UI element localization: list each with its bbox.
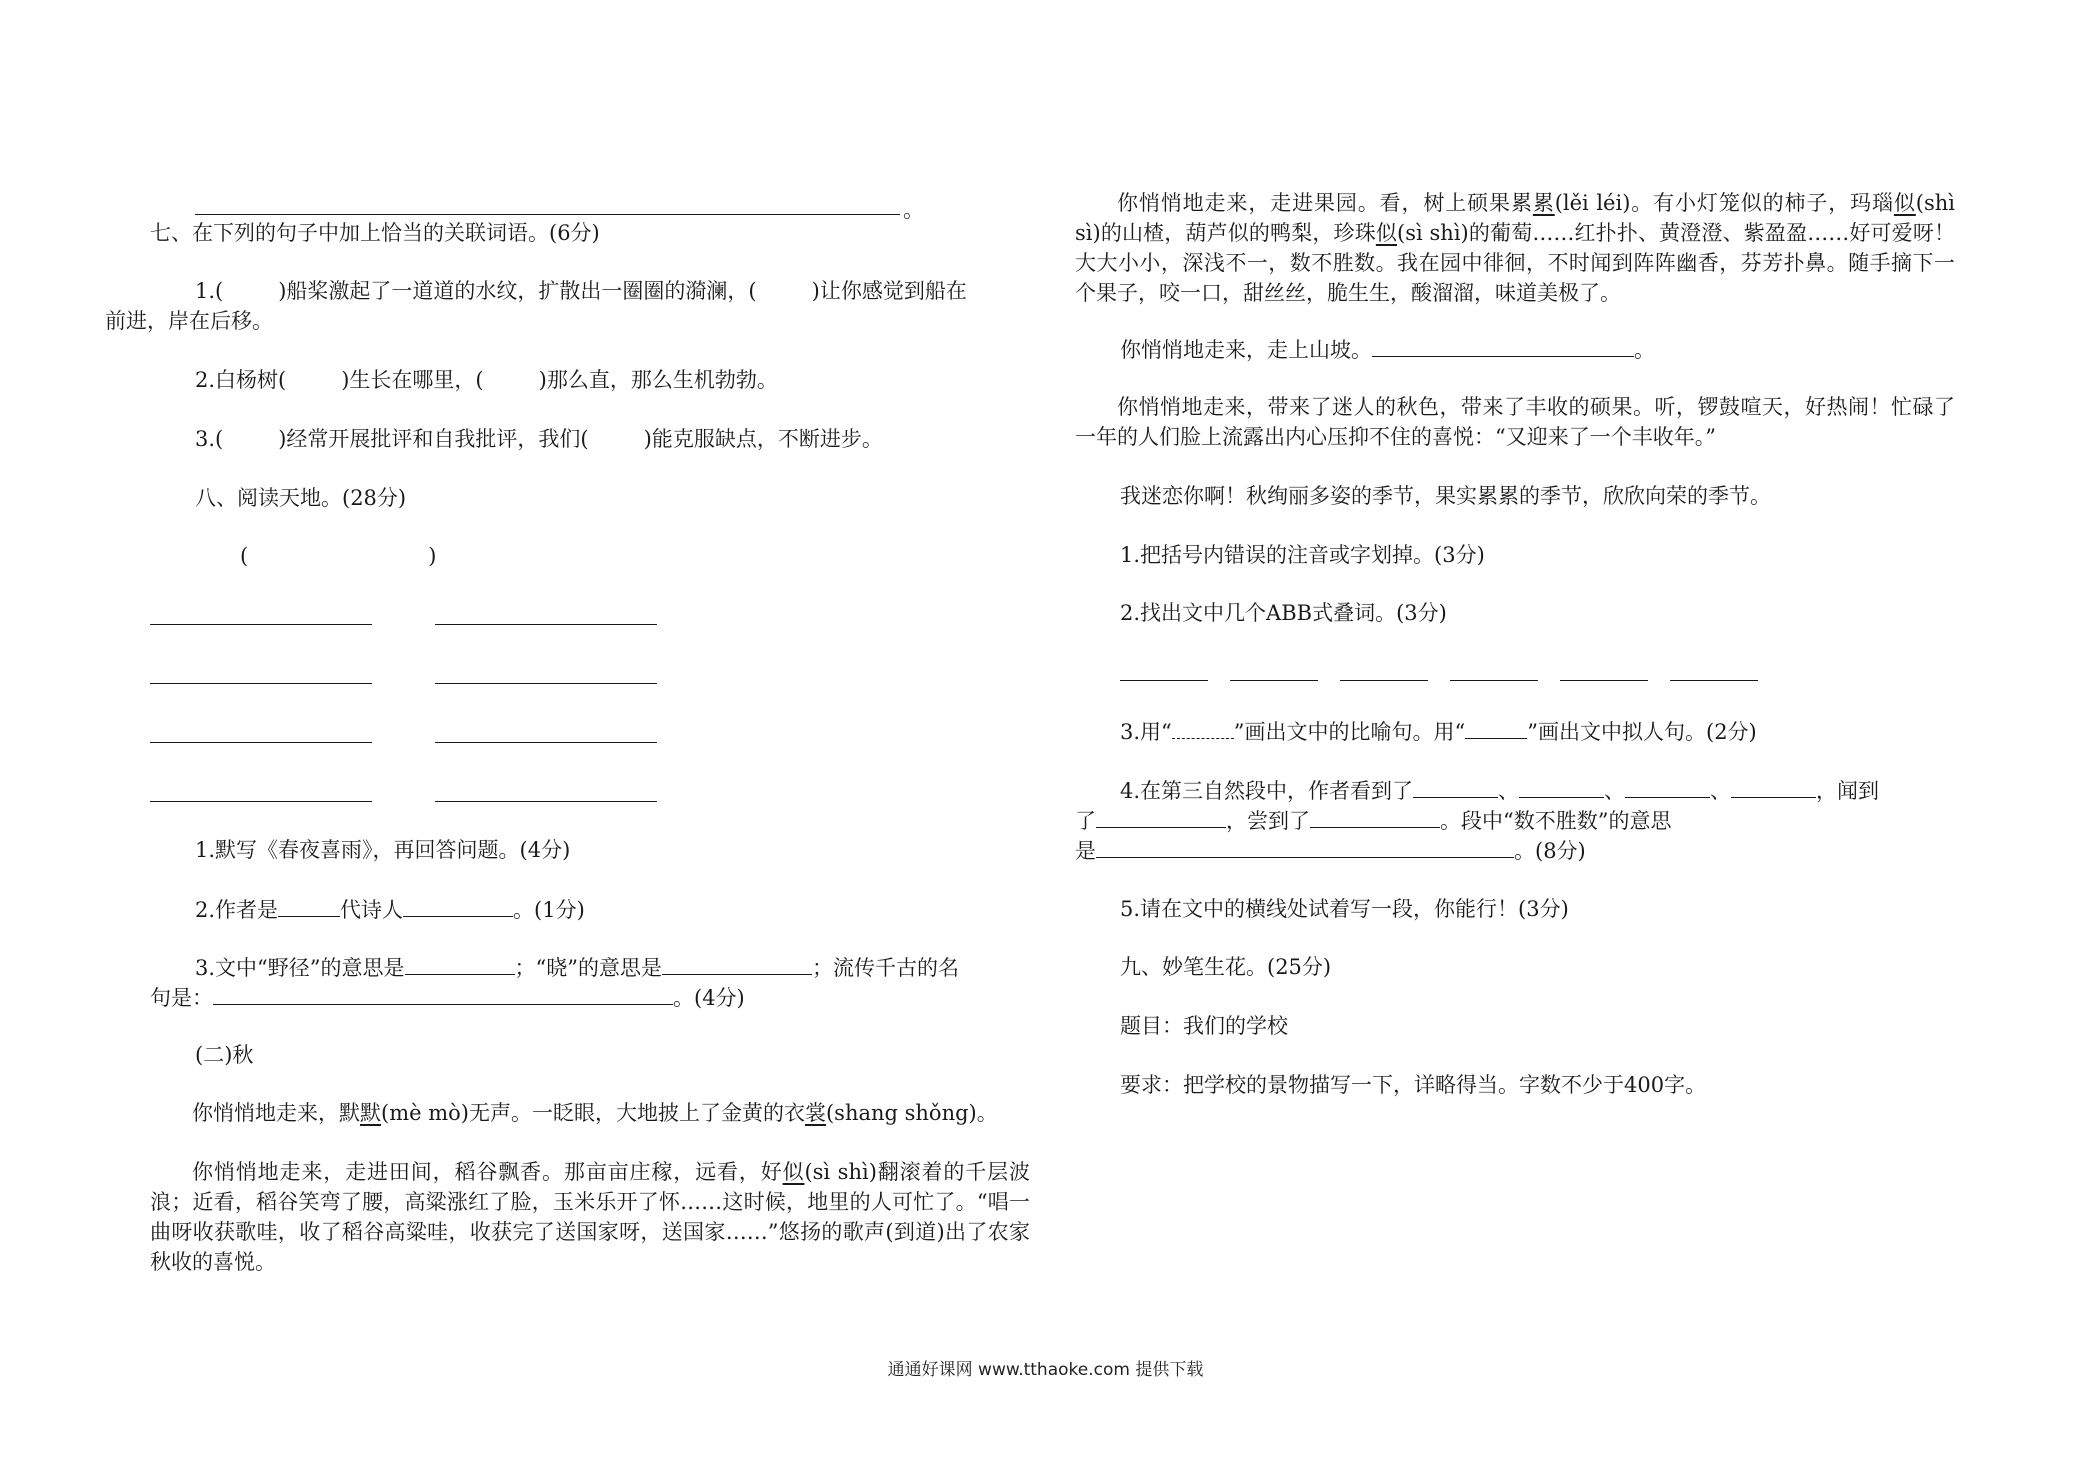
poem-line[interactable] [150,742,372,743]
rq-1: 1.把括号内错误的注音或字划掉。(3分) [1120,543,1485,567]
rq-4-cont: 了 ，尝到了 。段中“数不胜数”的意思 [1075,805,1671,836]
autumn-paragraph-1: 你悄悄地走来，默默(mè mò)无声。一眨眼，大地披上了金黄的衣裳(shang shǒng)。 [192,1101,998,1125]
rq-4: 4.在第三自然段中，作者看到了 、 、 、 ，闻到 [1120,775,1879,806]
rq-4-cont2: 是 。(8分) [1075,835,1586,866]
abb-line[interactable] [1670,680,1758,681]
answer-line[interactable] [195,214,900,215]
q8-title: 八、阅读天地。(28分) [195,486,407,510]
subq-3-cont: 句是： 。(4分) [150,982,745,1013]
answer-blank[interactable] [213,982,673,1005]
abb-line[interactable] [1450,680,1538,681]
part2-title: (二)秋 [195,1043,254,1067]
abb-line[interactable] [1560,680,1648,681]
poem-title-blank[interactable]: ( ) [240,544,437,568]
poem-line[interactable] [150,801,372,802]
answer-blank[interactable] [662,952,812,975]
abb-line[interactable] [1120,680,1208,681]
autumn-paragraph-2: 你悄悄地走来，走进田间，稻谷飘香。那亩亩庄稼，远看，好似(sì shì)翻滚着的千层波浪；近看，稻谷笑弯了腰，高粱涨红了脸，玉米乐开了怀……这时候，地里的人可忙了。“唱一曲呀收获歌哇，收了稻谷高粱哇，收获完了送国家呀，送国家……”悠扬的歌声(到道)出了农家秋收的喜悦。 [150,1160,1031,1274]
q7-title: 七、在下列的句子中加上恰当的关联词语。(6分) [150,221,600,245]
q9-title: 九、妙笔生花。(25分) [1120,955,1332,979]
answer-blank[interactable] [403,894,513,917]
subq-2: 2.作者是 代诗人 。(1分) [195,894,585,925]
autumn-paragraph-3: 你悄悄地走来，走进果园。看，树上硕果累累(lěi léi)。有小灯笼似的柿子，玛瑙似(shì sì)的山楂，葫芦似的鸭梨，珍珠似(sì shì)的葡萄……红扑扑、黄澄澄、紫盈盈……好可爱呀！大大小小，深浅不一，数不胜数。我在园中徘徊，不时闻到阵阵幽香，芬芳扑鼻。随手摘下一个果子，咬一口，甜丝丝，脆生生，酸溜溜，味道美极了。 [1075,191,1956,305]
line-end-period: 。 [903,198,924,222]
answer-blank[interactable] [1519,775,1604,798]
answer-blank[interactable] [1731,775,1816,798]
autumn-paragraph-6: 我迷恋你啊！秋绚丽多姿的季节，果实累累的季节，欣欣向荣的季节。 [1120,484,1771,508]
rq-3: 3.用“ ”画出文中的比喻句。用“ ”画出文中拟人句。(2分) [1120,716,1757,747]
poem-line[interactable] [435,683,657,684]
essay-topic: 题目：我们的学校 [1120,1014,1288,1038]
autumn-paragraph-5: 你悄悄地走来，带来了迷人的秋色，带来了丰收的硕果。听，锣鼓喧天，好热闹！忙碌了一年的人们脸上流露出内心压抑不住的喜悦：“又迎来了一个丰收年。” [1075,395,1955,449]
answer-blank[interactable] [1096,835,1514,858]
subq-1: 1.默写《春夜喜雨》，再回答问题。(4分) [195,838,571,862]
essay-requirement: 要求：把学校的景物描写一下，详略得当。字数不少于400字。 [1120,1073,1707,1097]
answer-blank[interactable] [1625,775,1710,798]
answer-blank[interactable] [278,894,340,917]
answer-blank[interactable] [405,952,515,975]
answer-blank[interactable] [1310,805,1440,828]
answer-blank[interactable] [1372,334,1634,357]
poem-line[interactable] [150,624,372,625]
autumn-paragraph-4: 你悄悄地走来，走上山坡。 。 [1120,334,1655,365]
answer-blank[interactable] [1413,775,1498,798]
rq-5: 5.请在文中的横线处试着写一段，你能行！(3分) [1120,897,1569,921]
q7-item-3: 3.( )经常开展批评和自我批评，我们( )能克服缺点，不断进步。 [195,427,883,451]
abb-line[interactable] [1230,680,1318,681]
footer-credit: 通通好课网 www.tthaoke.com 提供下载 [887,1360,1204,1380]
abb-line[interactable] [1340,680,1428,681]
q7-item-2: 2.白杨树( )生长在哪里，( )那么直，那么生机勃勃。 [195,368,778,392]
poem-line[interactable] [435,624,657,625]
q7-item-1: 1.( )船桨激起了一道道的水纹，扩散出一圈圈的漪澜，( )让你感觉到船在 前进，岸在后移。 [105,279,967,333]
answer-blank[interactable] [1096,805,1226,828]
poem-line[interactable] [435,742,657,743]
subq-3: 3.文中“野径”的意思是 ；“晓”的意思是 ；流传千古的名 [195,952,959,983]
rq-2: 2.找出文中几个ABB式叠词。(3分) [1120,601,1447,625]
poem-line[interactable] [150,683,372,684]
poem-line[interactable] [435,801,657,802]
